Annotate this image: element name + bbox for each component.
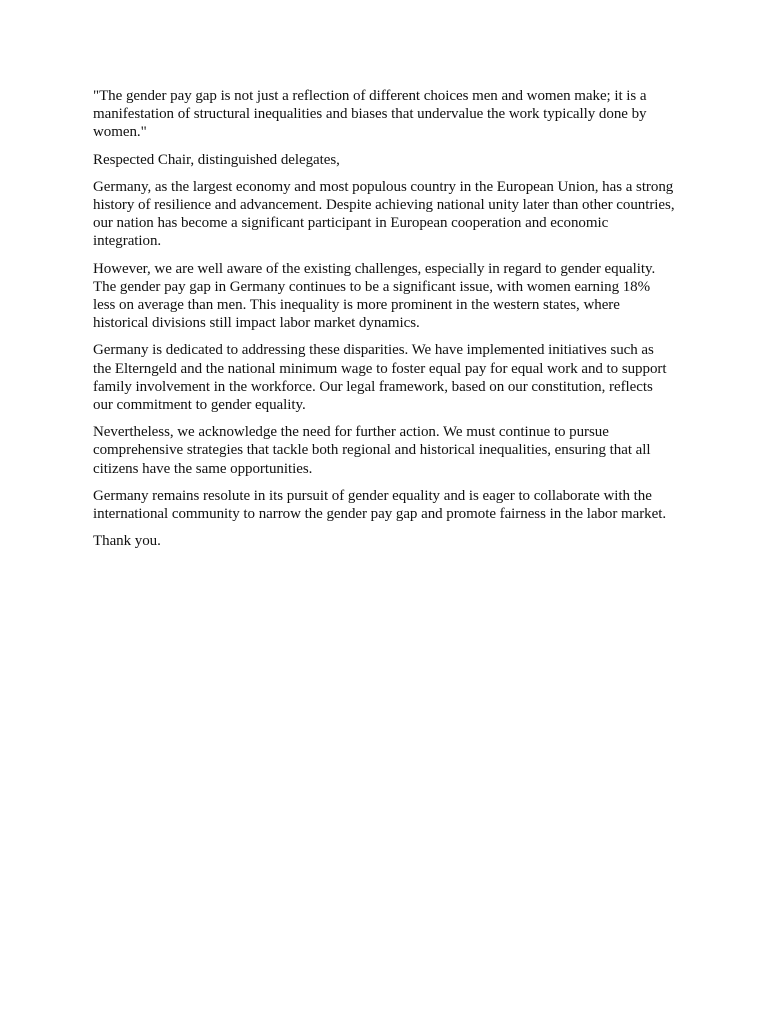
- paragraph-further-action: Nevertheless, we acknowledge the need for further action. We must continue to pursue comprehensive strategies that tackle both regional and historical inequalities, ensuring that all citizens have the same opportunities.: [93, 424, 651, 477]
- paragraph-challenges: However, we are well aware of the existing challenges, especially in regard to gender equality. The gender pay gap in Germany continues to be a significant issue, with women earning 18% less on average than men. This inequality is more prominent in the western states, where historical divisions still impact labor market dynamics.: [93, 260, 656, 332]
- paragraph-commitment: Germany remains resolute in its pursuit of gender equality and is eager to collaborate with the international community to narrow the gender pay gap and promote fairness in the labor market.: [93, 487, 667, 523]
- paragraph-initiatives: Germany is dedicated to addressing these disparities. We have implemented initiatives such as the Elterngeld and the national minimum wage to foster equal pay for equal work and to support family involvement in the workforce. Our legal framework, based on our constitution, reflects our commitment to gender equality.: [93, 342, 667, 414]
- opening-quote: "The gender pay gap is not just a reflection of different choices men and women make; it is a manifestation of structural inequalities and biases that undervalue the work typically done by women.": [93, 88, 647, 141]
- closing: Thank you.: [93, 533, 161, 550]
- document-body: [93, 87, 675, 550]
- salutation: Respected Chair, distinguished delegates,: [93, 151, 340, 168]
- paragraph-introduction: Germany, as the largest economy and most populous country in the European Union, has a strong history of resilience and advancement. Despite achieving national unity later than other countries, our nation has become a significant participant in European cooperation and economic integration.: [93, 178, 675, 250]
